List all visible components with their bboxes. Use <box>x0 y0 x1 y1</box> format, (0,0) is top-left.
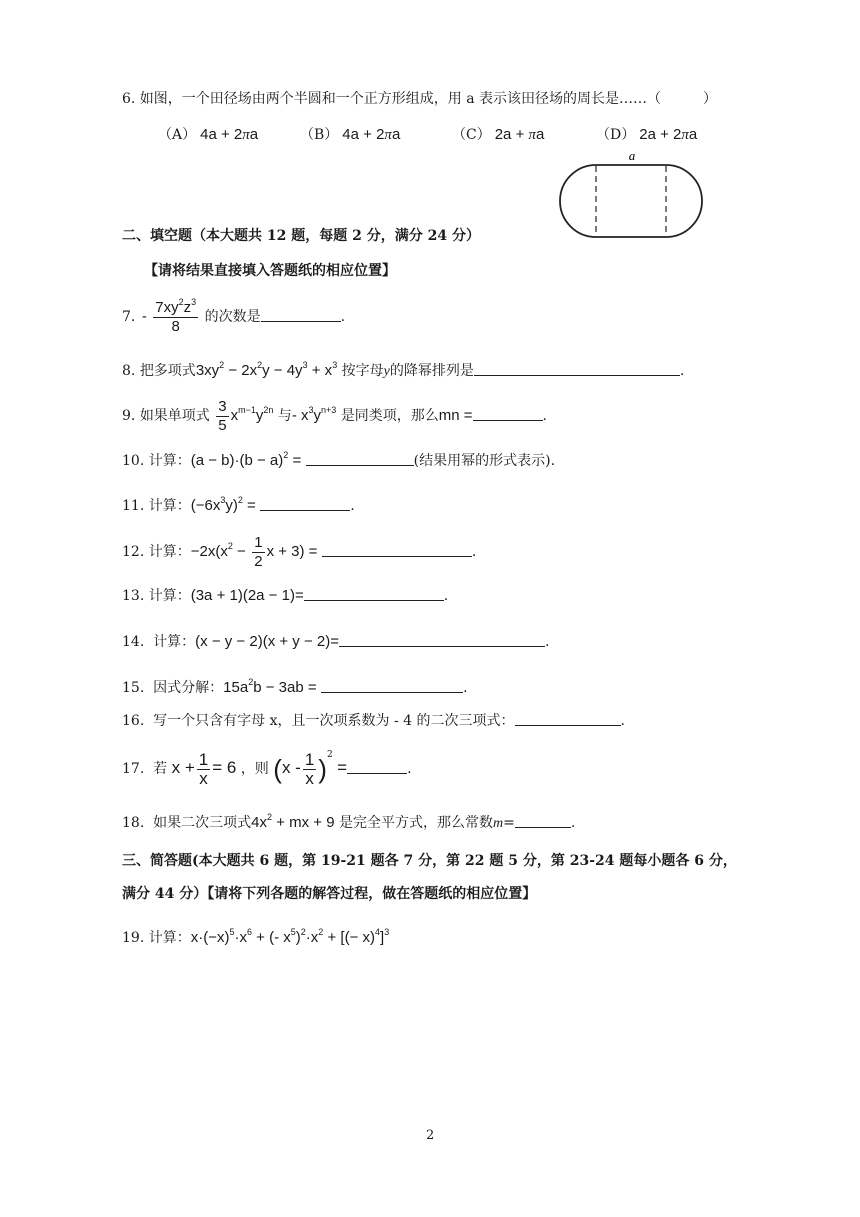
question-16: 16. 写一个只含有字母 x，且一次项系数为 - 4 的二次三项式： . <box>122 713 625 729</box>
question-14: 14. 计算：(x − y − 2)(x + y − 2)= . <box>122 633 550 650</box>
q6-option-b: （B） 4a + 2πa <box>300 126 401 143</box>
option-label: （A） <box>158 127 197 143</box>
section-2-note: 【请将结果直接填入答题纸的相应位置】 <box>144 263 396 279</box>
section-2-title: 二、填空题（本大题共 12 题，每题 2 分，满分 24 分） <box>122 228 480 244</box>
question-6-stem: 6. 如图，一个田径场由两个半圆和一个正方形组成，用 a 表示该田径场的周长是……（ ） <box>122 91 718 107</box>
option-label: （D） <box>596 127 636 143</box>
question-18: 18. 如果二次三项式$4x^2$ + mx + 9 是完全平方式，那么常数m= . <box>122 812 576 831</box>
q6-option-d: （D） 2a + 2πa <box>596 126 698 143</box>
section-3-title: 三、简答题(本大题共 6 题，第 19-21 题各 7 分，第 22 题 5 分，第 23-24 题每小题各 6 分， <box>122 853 737 869</box>
question-11: 11. 计算：$(-6x^3y)^2$ = . <box>122 495 355 514</box>
figure-label-a: a <box>628 148 636 163</box>
page-number: 2 <box>426 1128 435 1143</box>
question-7: 7. - $\frac{7xy^2z^3}{8}$ 的次数是 . <box>122 296 346 335</box>
question-17: 17. 若 x + $\frac{1}{x}$ = 6 ，则 (x - $\frac{1}{x}$ )$^2$ = . <box>122 749 412 788</box>
question-9: 9. 如果单项式 $\frac{3}{5}$ $x^{m-1}y^{2n}$ 与- $x^3y^{n+3}$ 是同类项，那么mn = . <box>122 397 547 434</box>
question-10: 10. 计算：$(a - b)\cdot(b - a)^2$ = (结果用幂的形式表示). <box>122 450 556 469</box>
section-3-title-cont: 满分 44 分）【请将下列各题的解答过程，做在答题纸的相应位置】 <box>122 886 537 902</box>
question-12: 12. 计算：$-2x(x^2$ − $\frac{1}{2}$ x + 3) = . <box>122 533 477 570</box>
question-15: 15. 因式分解：$15a^2b - 3ab$ = . <box>122 677 468 696</box>
option-label: （B） <box>300 127 339 143</box>
track-figure <box>554 146 708 242</box>
question-8: 8. 把多项式$3xy^2 - 2x^2y - 4y^3 + x^3$ 按字母y的降幂排列是 . <box>122 360 685 379</box>
q6-option-a: （A） 4a + 2πa <box>158 126 259 143</box>
q6-option-c: （C） 2a + πa <box>452 126 545 143</box>
question-19: 19. 计算：$x\cdot(-x)^5\cdot x^6$ + (- $x^5)^2\cdot x^2$ + [(− x)$^4$]$^3$ <box>122 927 390 946</box>
question-13: 13. 计算：(3a + 1)(2a − 1)= . <box>122 587 449 604</box>
option-label: （C） <box>452 127 491 143</box>
